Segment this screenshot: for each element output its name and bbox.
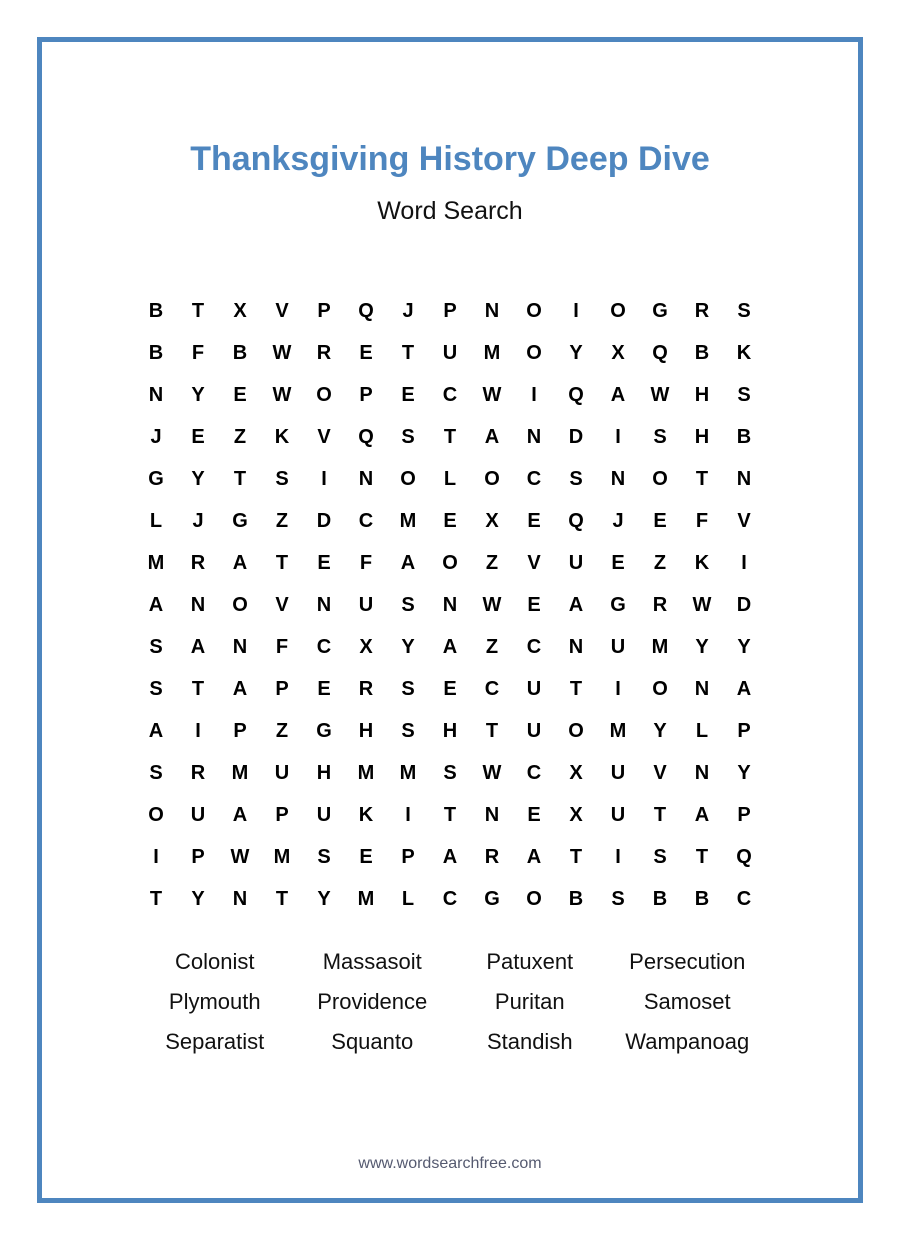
grid-letter: N: [358, 467, 374, 490]
grid-letter: Q: [358, 425, 374, 448]
grid-letter: N: [568, 635, 584, 658]
grid-letter: E: [233, 383, 247, 406]
grid-letter: M: [273, 845, 291, 868]
grid-letter: K: [736, 341, 752, 364]
grid-letter: M: [483, 341, 501, 364]
grid-letter: E: [401, 383, 415, 406]
grid-letter: E: [653, 509, 667, 532]
grid-letter: P: [737, 803, 751, 826]
grid-letter: J: [192, 509, 204, 532]
page-subtitle: Word Search: [377, 197, 523, 225]
grid-letter: S: [611, 887, 625, 910]
grid-letter: S: [275, 467, 289, 490]
grid-letter: Y: [317, 887, 331, 910]
grid-letter: S: [401, 719, 415, 742]
grid-letter: H: [694, 425, 710, 448]
grid-letter: Y: [653, 719, 667, 742]
grid-letter: E: [359, 341, 373, 364]
grid-letter: M: [357, 761, 375, 784]
grid-letter: Z: [275, 719, 289, 742]
grid-letter: N: [526, 425, 542, 448]
grid-letter: E: [317, 551, 331, 574]
word-list-item: Wampanoag: [625, 1029, 750, 1054]
grid-letter: W: [272, 341, 292, 364]
grid-letter: G: [484, 887, 500, 910]
grid-letter: X: [569, 803, 583, 826]
grid-letter: A: [526, 845, 542, 868]
grid-letter: O: [652, 677, 668, 700]
grid-letter: F: [695, 509, 709, 532]
grid-letter: R: [316, 341, 332, 364]
grid-letter: I: [573, 299, 579, 322]
grid-letter: U: [190, 803, 206, 826]
grid-letter: F: [359, 551, 373, 574]
grid-letter: A: [148, 719, 164, 742]
grid-letter: U: [610, 803, 626, 826]
word-list-item: Samoset: [643, 989, 731, 1014]
grid-letter: O: [526, 887, 542, 910]
grid-letter: B: [148, 299, 164, 322]
grid-letter: T: [443, 803, 457, 826]
grid-letter: N: [232, 635, 248, 658]
grid-letter: A: [442, 635, 458, 658]
grid-letter: U: [610, 635, 626, 658]
grid-letter: N: [484, 803, 500, 826]
grid-letter: J: [150, 425, 162, 448]
grid-letter: N: [694, 761, 710, 784]
grid-letter: T: [485, 719, 499, 742]
grid-letter: O: [484, 467, 500, 490]
grid-letter: P: [317, 299, 331, 322]
grid-letter: N: [736, 467, 752, 490]
grid-letter: K: [358, 803, 374, 826]
grid-letter: U: [274, 761, 290, 784]
grid-letter: Q: [652, 341, 668, 364]
grid-letter: U: [526, 719, 542, 742]
word-list-item: Patuxent: [486, 949, 574, 974]
grid-letter: O: [232, 593, 248, 616]
grid-letter: C: [442, 887, 458, 910]
grid-letter: Z: [485, 635, 499, 658]
grid-letter: A: [190, 635, 206, 658]
grid-letter: B: [568, 887, 584, 910]
grid-letter: I: [615, 677, 621, 700]
grid-letter: N: [442, 593, 458, 616]
grid-letter: X: [485, 509, 499, 532]
grid-letter: H: [358, 719, 374, 742]
grid-letter: Y: [191, 467, 205, 490]
grid-letter: S: [149, 677, 163, 700]
grid-letter: T: [275, 551, 289, 574]
word-list-item: Providence: [317, 989, 428, 1014]
grid-letter: A: [400, 551, 416, 574]
grid-letter: Q: [358, 299, 374, 322]
grid-letter: F: [191, 341, 205, 364]
grid-letter: Y: [737, 761, 751, 784]
grid-letter: O: [526, 299, 542, 322]
grid-letter: X: [359, 635, 373, 658]
grid-letter: T: [191, 299, 205, 322]
grid-letter: I: [195, 719, 201, 742]
grid-letter: P: [275, 677, 289, 700]
grid-letter: T: [401, 341, 415, 364]
grid-letter: O: [442, 551, 458, 574]
grid-letter: G: [652, 299, 668, 322]
grid-letter: P: [233, 719, 247, 742]
grid-letter: K: [694, 551, 710, 574]
grid-letter: V: [317, 425, 331, 448]
grid-letter: A: [232, 677, 248, 700]
grid-letter: T: [653, 803, 667, 826]
grid-letter: X: [611, 341, 625, 364]
grid-letter: R: [652, 593, 668, 616]
grid-letter: G: [148, 467, 164, 490]
grid-letter: C: [442, 383, 458, 406]
grid-letter: T: [233, 467, 247, 490]
grid-letter: B: [694, 341, 710, 364]
grid-letter: R: [190, 761, 206, 784]
grid-letter: Y: [737, 635, 751, 658]
grid-letter: M: [399, 761, 417, 784]
grid-letter: E: [611, 551, 625, 574]
grid-letter: I: [321, 467, 327, 490]
grid-letter: L: [695, 719, 709, 742]
grid-letter: N: [484, 299, 500, 322]
grid-letter: P: [401, 845, 415, 868]
grid-letter: N: [610, 467, 626, 490]
grid-letter: B: [652, 887, 668, 910]
grid-letter: M: [399, 509, 417, 532]
grid-letter: T: [695, 467, 709, 490]
grid-letter: D: [568, 425, 584, 448]
grid-letter: S: [317, 845, 331, 868]
grid-letter: F: [275, 635, 289, 658]
grid-letter: Z: [653, 551, 667, 574]
grid-letter: E: [443, 677, 457, 700]
grid-letter: V: [275, 299, 289, 322]
grid-letter: U: [442, 341, 458, 364]
grid-letter: S: [401, 425, 415, 448]
grid-letter: H: [442, 719, 458, 742]
grid-letter: O: [316, 383, 332, 406]
grid-letter: I: [153, 845, 159, 868]
grid-letter: S: [149, 635, 163, 658]
footer-url: www.wordsearchfree.com: [358, 1155, 542, 1172]
grid-letter: A: [232, 803, 248, 826]
grid-letter: A: [484, 425, 500, 448]
grid-letter: Y: [569, 341, 583, 364]
grid-letter: P: [191, 845, 205, 868]
grid-letter: L: [401, 887, 415, 910]
grid-letter: I: [405, 803, 411, 826]
grid-letter: L: [443, 467, 457, 490]
grid-letter: B: [736, 425, 752, 448]
grid-letter: J: [402, 299, 414, 322]
grid-letter: G: [316, 719, 332, 742]
grid-letter: I: [615, 845, 621, 868]
grid-letter: V: [275, 593, 289, 616]
grid-letter: S: [401, 593, 415, 616]
grid-letter: T: [149, 887, 163, 910]
grid-letter: D: [736, 593, 752, 616]
grid-letter: R: [190, 551, 206, 574]
grid-letter: P: [737, 719, 751, 742]
grid-letter: I: [741, 551, 747, 574]
grid-letter: V: [653, 761, 667, 784]
grid-letter: B: [232, 341, 248, 364]
word-list-item: Massasoit: [322, 949, 422, 974]
grid-letter: U: [526, 677, 542, 700]
page-title: Thanksgiving History Deep Dive: [190, 140, 710, 178]
grid-letter: C: [484, 677, 500, 700]
grid-letter: S: [653, 425, 667, 448]
grid-letter: W: [482, 383, 502, 406]
grid-letter: P: [443, 299, 457, 322]
grid-letter: I: [615, 425, 621, 448]
grid-letter: U: [316, 803, 332, 826]
grid-letter: L: [149, 509, 163, 532]
grid-letter: E: [527, 803, 541, 826]
letter-grid: [135, 290, 765, 920]
grid-letter: S: [737, 383, 751, 406]
grid-letter: E: [317, 677, 331, 700]
grid-letter: W: [482, 593, 502, 616]
grid-letter: N: [148, 383, 164, 406]
grid-letter: A: [148, 593, 164, 616]
grid-letter: E: [443, 509, 457, 532]
grid-letter: A: [442, 845, 458, 868]
grid-letter: T: [695, 845, 709, 868]
grid-letter: Q: [736, 845, 752, 868]
word-list: [136, 942, 766, 1062]
grid-letter: T: [569, 677, 583, 700]
grid-letter: C: [526, 635, 542, 658]
grid-letter: J: [612, 509, 624, 532]
grid-letter: N: [232, 887, 248, 910]
grid-letter: C: [526, 761, 542, 784]
grid-letter: N: [316, 593, 332, 616]
grid-letter: U: [358, 593, 374, 616]
grid-letter: M: [609, 719, 627, 742]
grid-letter: A: [568, 593, 584, 616]
grid-letter: O: [652, 467, 668, 490]
grid-letter: R: [358, 677, 374, 700]
grid-letter: U: [610, 761, 626, 784]
word-list-item: Squanto: [331, 1029, 414, 1054]
word-list-item: Standish: [486, 1029, 573, 1054]
grid-letter: C: [358, 509, 374, 532]
grid-letter: I: [531, 383, 537, 406]
grid-letter: T: [443, 425, 457, 448]
grid-letter: V: [527, 551, 541, 574]
grid-letter: X: [233, 299, 247, 322]
grid-letter: M: [651, 635, 669, 658]
grid-letter: T: [275, 887, 289, 910]
grid-letter: S: [569, 467, 583, 490]
grid-letter: S: [149, 761, 163, 784]
grid-letter: V: [737, 509, 751, 532]
grid-letter: Y: [401, 635, 415, 658]
word-list-item: Separatist: [165, 1029, 265, 1054]
word-list-item: Persecution: [629, 949, 746, 974]
grid-letter: H: [316, 761, 332, 784]
word-list-item: Plymouth: [168, 989, 261, 1014]
grid-letter: P: [275, 803, 289, 826]
grid-letter: E: [359, 845, 373, 868]
grid-letter: H: [694, 383, 710, 406]
grid-letter: A: [736, 677, 752, 700]
grid-letter: T: [569, 845, 583, 868]
grid-letter: T: [191, 677, 205, 700]
grid-letter: W: [230, 845, 250, 868]
grid-letter: A: [610, 383, 626, 406]
grid-letter: G: [232, 509, 248, 532]
grid-letter: X: [569, 761, 583, 784]
grid-letter: O: [568, 719, 584, 742]
grid-letter: E: [191, 425, 205, 448]
grid-letter: S: [401, 677, 415, 700]
grid-letter: O: [526, 341, 542, 364]
grid-letter: M: [357, 887, 375, 910]
grid-letter: W: [482, 761, 502, 784]
grid-letter: Z: [275, 509, 289, 532]
grid-letter: P: [359, 383, 373, 406]
grid-letter: S: [737, 299, 751, 322]
grid-letter: E: [527, 593, 541, 616]
grid-letter: S: [653, 845, 667, 868]
grid-letter: Y: [191, 383, 205, 406]
grid-letter: O: [148, 803, 164, 826]
word-list-item: Puritan: [494, 989, 565, 1014]
grid-letter: Q: [568, 509, 584, 532]
grid-letter: D: [316, 509, 332, 532]
grid-letter: W: [272, 383, 292, 406]
grid-letter: R: [694, 299, 710, 322]
grid-letter: S: [443, 761, 457, 784]
grid-letter: Z: [233, 425, 247, 448]
grid-letter: B: [694, 887, 710, 910]
grid-letter: E: [527, 509, 541, 532]
grid-letter: N: [694, 677, 710, 700]
grid-letter: C: [526, 467, 542, 490]
grid-letter: C: [736, 887, 752, 910]
grid-letter: Y: [191, 887, 205, 910]
grid-letter: W: [692, 593, 712, 616]
grid-letter: A: [232, 551, 248, 574]
grid-letter: U: [568, 551, 584, 574]
grid-letter: O: [400, 467, 416, 490]
grid-letter: K: [274, 425, 290, 448]
grid-letter: A: [694, 803, 710, 826]
grid-letter: Z: [485, 551, 499, 574]
grid-letter: O: [610, 299, 626, 322]
grid-letter: M: [147, 551, 165, 574]
grid-letter: G: [610, 593, 626, 616]
grid-letter: Q: [568, 383, 584, 406]
grid-letter: R: [484, 845, 500, 868]
grid-letter: Y: [695, 635, 709, 658]
grid-letter: C: [316, 635, 332, 658]
grid-letter: W: [650, 383, 670, 406]
grid-letter: M: [231, 761, 249, 784]
word-list-item: Colonist: [175, 949, 255, 974]
grid-letter: B: [148, 341, 164, 364]
grid-letter: N: [190, 593, 206, 616]
